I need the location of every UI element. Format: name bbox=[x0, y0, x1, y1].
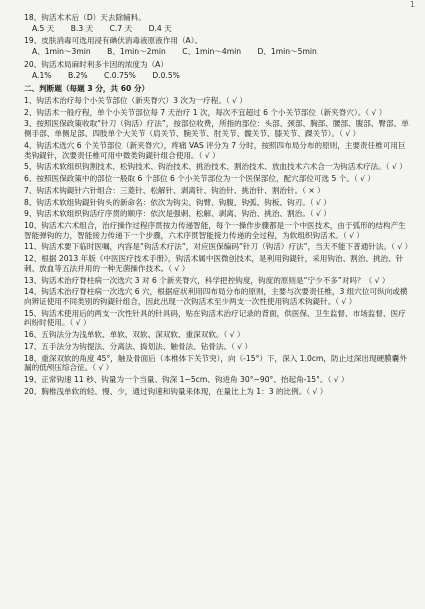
judge-item-19: 19、正常钩速 11 秒、钩量为一个当量、钩深 1~5cm、钩进角 30°~90°、抬起角-15°。（ √ ） bbox=[24, 375, 349, 384]
option: B、1min～2min bbox=[107, 47, 166, 57]
option: A、1min～3min bbox=[32, 47, 91, 57]
judge-item-15: 15、钩活术使用后的两支一次性针具的针具码，贴在钩活术治疗记录的背面，供医保、卫生监督、市场监督、医疗纠纷时使用。（ √ ） bbox=[24, 308, 406, 328]
page-corner-mark: 1 bbox=[409, 0, 415, 9]
judge-item-1: 1、钩活术治疗每个小关节部位（新夹脊穴）3 次为一疗程。（ √ ） bbox=[24, 96, 247, 106]
judge-item-9: 9、钩活术软组织钩活疗序贯的顺序：依次是强刺、松解、剥离、钩治、挑治、割治。（ √ ） bbox=[24, 209, 331, 219]
option: A.1% bbox=[32, 70, 52, 80]
choice-question-18: 18、钩活术术后（D）天去除辅料。 bbox=[24, 13, 146, 22]
option: B.2% bbox=[67, 70, 88, 80]
judge-item-3: 3、按照医保政策收取“针刀（钩活）疗法”，按部位收费，所指的部位：头部、颈部、胸部、腰部、腹部、臀部、单侧手部、单侧足部、四肢单个大关节（肩关节、腕关节、肘关节、髋关节、膝关节、踝关节）。（ √ ） bbox=[24, 119, 409, 139]
option: A.5 天 bbox=[32, 23, 55, 33]
judge-item-10: 10、钩活术六术组合，治疗操作过程序贯按力传递智能，每个一操作步骤都是一个中医技术，由于弧形的结构产生智能弹钩的力，智能接力传递下一个步骤，六术序贯智能接力传递的全过程，为软组织钩活术。（ √ ） bbox=[24, 220, 406, 240]
choice-options-20 bbox=[24, 71, 411, 81]
option: D、1min～5min bbox=[257, 47, 317, 57]
judge-item-11: 11、钩活术要下临时医嘱，内容是“钩活术疗法”，对应医保编码“针刀（钩活）疗法”，当天不能下普通针法。（ √ ） bbox=[24, 242, 413, 252]
judge-item-17: 17、五手法分为钩提法、分离法、捣划法、触骨法、钻骨法。（ √ ） bbox=[24, 341, 253, 351]
section-title-judgement: 二、判断题（每题 3 分，共 60 分） bbox=[24, 84, 150, 94]
choice-question-20: 20、钩活术局麻时利多卡因的浓度为（A） bbox=[24, 59, 168, 69]
judge-item-8: 8、钩活术软组钩鍉针钩头的新命名：依次为钩尖、钩臂、钩腹、钩弧、钩板、钩刃。（ √ ） bbox=[24, 197, 331, 207]
judge-item-18: 18、重深双软的角度 45°，触及骨面后（本椎体下关节突），向（-15°）下，深入 1.0cm，防止过深出现硬膜囊外漏的低颅压综合征。（ √ ） bbox=[24, 353, 407, 373]
option: D.0.5% bbox=[152, 70, 180, 80]
option: C.7 天 bbox=[109, 23, 133, 33]
option: D.4 天 bbox=[148, 23, 172, 33]
judge-item-4: 4、钩活术选穴 6 个关节部位（新夹脊穴），疼痛 VAS 评分为 7 分时，按照四布局分布的原则，主要责任椎可用巨类钩鍉针，次要责任椎可用中微类钩鍉针组合使用。（ √ ） bbox=[24, 140, 406, 160]
judge-item-7: 7、钩活术钩鍉针六针组合：三菱针、松解针、剥离针、钩治针、挑治针、割治针。（ × ） bbox=[24, 185, 325, 195]
judge-item-14: 14、钩活术治疗脊柱病一次选穴 6 穴，根据症状利用四布局分布的原则，主要与次要责任椎，3 组穴位可纵向或横向辨证使用不同类别的钩鍉针组合，因此出现一次钩活术至少两支一次性使用钩活术钩鍉针。（ √ ） bbox=[24, 287, 408, 306]
option: C.0.75% bbox=[104, 70, 136, 80]
judge-item-16: 16、五钩法分为浅单软、单软、双软、深双软、重深双软。（ √ ） bbox=[24, 330, 245, 340]
choice-question-19: 19、皮肤消毒可选用浸有碘伏消毒液原液作用（A）。 bbox=[24, 36, 203, 46]
choice-options-19 bbox=[24, 47, 411, 57]
judge-item-6: 6、按照医保政策中的部位一般取 6 个部位 6 个小关节部位为一个医保部位，配穴部位可选 5 个。（ √ ） bbox=[24, 174, 376, 184]
judge-item-13: 13、钩活术治疗脊柱病一次选穴 3 对 6 个新夹脊穴，科学把控钩度，钩度的原则是“宁少不多”对吗？（ √ ） bbox=[24, 275, 390, 285]
judge-item-12: 12、根据 2013 年版《中医医疗技术手册》，钩活术属中医微创技术，是利用钩鍉针，采用钩治、割治、挑治、针刺、放血等五法并用的一种无菌操作技术。（ √ ） bbox=[24, 254, 404, 273]
choice-options-18 bbox=[24, 24, 411, 34]
judge-item-2: 2、钩活术一般疗程，单个小关节部位每 7 天治疗 1 次，每次不宜超过 6 个小关节部位（新夹脊穴）。（ √ ） bbox=[24, 107, 387, 117]
judge-item-5: 5、钩活术软组织钩割技术、松钩技术、钩治技术、挑治技术、割治技术、放血技术六术合一为钩活术疗法。（ √ ） bbox=[24, 162, 407, 172]
judge-item-20: 20、胸椎浅单软的轻、慢、少，通过钩速和钩量来体现，在量比上为 1：3 的比例。（ √ ） bbox=[24, 386, 328, 396]
option: B.3 天 bbox=[70, 23, 94, 33]
option: C、1min～4min bbox=[182, 47, 242, 57]
